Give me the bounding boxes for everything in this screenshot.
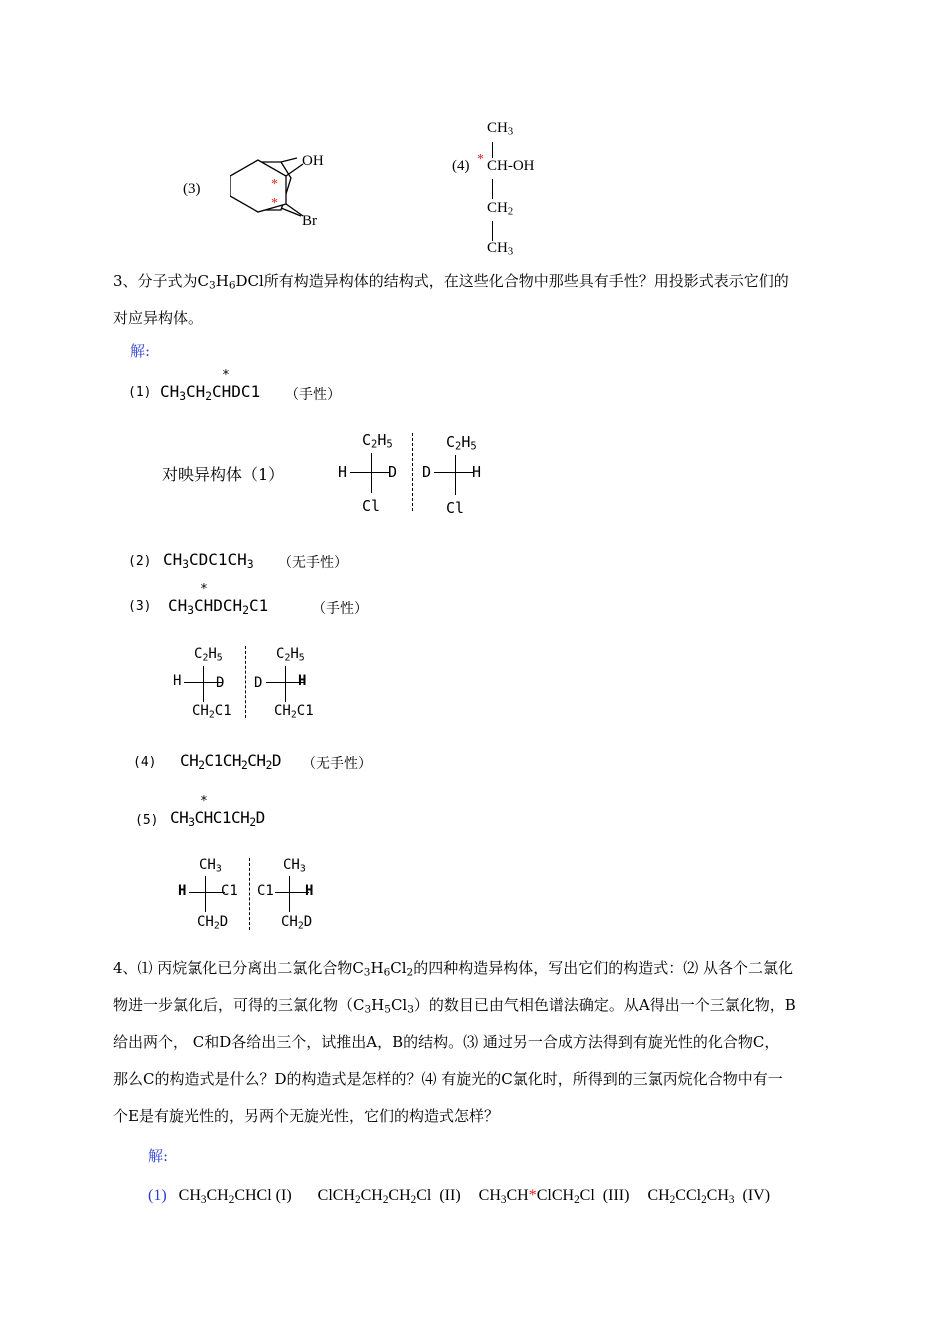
oh-label: OH xyxy=(302,153,324,169)
bond-line xyxy=(492,179,493,199)
chiral-star: * xyxy=(222,368,230,383)
chiral-star: * xyxy=(477,152,484,167)
mirror-line xyxy=(245,646,246,718)
fischer-bottom: $CH_2C1$ xyxy=(192,703,232,721)
answer-4-formulas xyxy=(148,1187,770,1205)
fischer-left: D xyxy=(254,675,263,691)
fischer-top: $CH_3$ xyxy=(283,857,306,875)
chiral-star: * xyxy=(271,196,278,211)
question-4: 4、⑴ 丙烷氯化已分离出二氯化合物$C_3H_6Cl_2$的四种构造异构体，写出它们的构造式：⑵ 从各个二氯化 物进一步氯化后，可得的三氯化物$(C_3H_5Cl_3)$的数目已由气相色谱法确定。从A得出一个三氯化物，B 给出两个， C和D各给出三个，试推出A，B的结构。⑶ 通过另一合成方法得到有旋光性的化合物C， 那么C的构造式是什么？D的构造式是怎样的？⑷ 有旋光的C氯化时，所得到的三氯丙烷化合物中有一 个E是有旋光性的，另两个无旋光性，它们的构造式怎样？ xyxy=(113,959,796,1125)
bond-line xyxy=(455,455,456,495)
compound-2-formula: $CH_3CDC1CH_3$ xyxy=(163,550,254,571)
enantiomer-label: 对映异构体（1） xyxy=(162,465,285,484)
fischer-top: $C_2H_5$ xyxy=(362,431,393,451)
fischer-right: C1 xyxy=(221,883,238,899)
br-label: Br xyxy=(302,213,317,229)
chiral-star: * xyxy=(200,794,208,809)
compound-5-formula: $CH_3CHC1CH_2D$ xyxy=(170,808,265,829)
mirror-line xyxy=(412,433,413,511)
bond-line xyxy=(205,876,206,912)
fischer-left: H xyxy=(338,463,348,481)
fischer-top: $C_2H_5$ xyxy=(194,646,223,664)
choh-label: CH-OH xyxy=(487,158,535,174)
bond-line xyxy=(285,666,286,702)
bond-line xyxy=(492,142,493,158)
mirror-line xyxy=(249,858,250,930)
question-3: 3、分子式为$C_3H_6DCl$所有构造异构体的结构式，在这些化合物中那些具有手性？用投影式表示它们的 对应异构体。 xyxy=(113,272,789,327)
bond-line xyxy=(289,876,290,912)
compound-3-formula: $CH_3CHDCH_2C1$ xyxy=(168,596,269,617)
bond-line xyxy=(492,221,493,241)
chiral-star: * xyxy=(271,177,278,192)
compound-4-formula: $CH_2C1CH_2CH_2D$ xyxy=(180,751,281,772)
compound-1-note: （手性） xyxy=(285,387,341,403)
fischer-right: H xyxy=(305,883,314,899)
answer-4-number: (1) xyxy=(148,1187,167,1204)
formula-IV: $CH_2CCl_2CH_3$ (IV) xyxy=(647,1187,771,1206)
fischer-top: $CH_3$ xyxy=(199,857,222,875)
fischer-top: $C_2H_5$ xyxy=(446,433,477,453)
fischer-projection-1 xyxy=(330,425,500,520)
fischer-left: H xyxy=(173,673,182,689)
compound-3-number: (3) xyxy=(128,599,152,614)
compound-2-note: （无手性） xyxy=(278,555,348,571)
fischer-bottom: $CH_2D$ xyxy=(281,914,313,932)
fischer-left: C1 xyxy=(257,883,274,899)
compound-4-number: (4) xyxy=(133,755,157,770)
compound-3-note: （手性） xyxy=(312,601,368,617)
bond-line xyxy=(189,892,225,893)
fischer-bottom: $CH_2C1$ xyxy=(274,703,314,721)
ch3-top-label: $CH_3$ xyxy=(487,120,514,138)
fischer-projection-3 xyxy=(170,640,330,725)
formula-III: $CH_3CH*ClCH_2Cl$ (III) xyxy=(478,1187,630,1206)
answer-label: 解: xyxy=(130,342,151,360)
fischer-bottom: Cl xyxy=(362,497,381,515)
ch2-label: $CH_2$ xyxy=(487,200,514,218)
compound-5-number: (5) xyxy=(135,813,159,828)
struct4-number: (4) xyxy=(452,158,470,174)
bond-line xyxy=(275,892,309,893)
fischer-left: H xyxy=(178,883,187,899)
fischer-projection-5 xyxy=(175,852,335,937)
struct3-number: (3) xyxy=(183,181,201,197)
bond-line xyxy=(350,472,390,473)
fischer-right: D xyxy=(388,463,398,481)
fischer-right: H xyxy=(472,463,482,481)
bond-line xyxy=(434,472,474,473)
ch3-bottom-label: $CH_3$ xyxy=(487,240,514,258)
compound-1-formula: $CH_3CH_2CHDC1$ xyxy=(160,382,261,403)
bond-line xyxy=(371,453,372,493)
answer-label: 解: xyxy=(148,1147,169,1165)
formula-II: $ClCH_2CH_2CH_2Cl$ (II) xyxy=(317,1187,461,1206)
fischer-left: D xyxy=(422,463,432,481)
formula-I: $CH_3CH_2CHCl$ (I) xyxy=(178,1187,292,1206)
fischer-right: H xyxy=(298,673,307,689)
compound-2-number: (2) xyxy=(128,554,152,569)
compound-4-note: （无手性） xyxy=(302,756,372,772)
chiral-star: * xyxy=(200,582,208,597)
fischer-right: D xyxy=(216,675,225,691)
fischer-bottom: $CH_2D$ xyxy=(197,914,229,932)
compound-1-number: (1) xyxy=(128,385,152,400)
fischer-bottom: Cl xyxy=(446,499,465,517)
fischer-top: $C_2H_5$ xyxy=(276,646,305,664)
bond-line xyxy=(203,666,204,702)
cyclohexane-ring xyxy=(230,158,290,214)
